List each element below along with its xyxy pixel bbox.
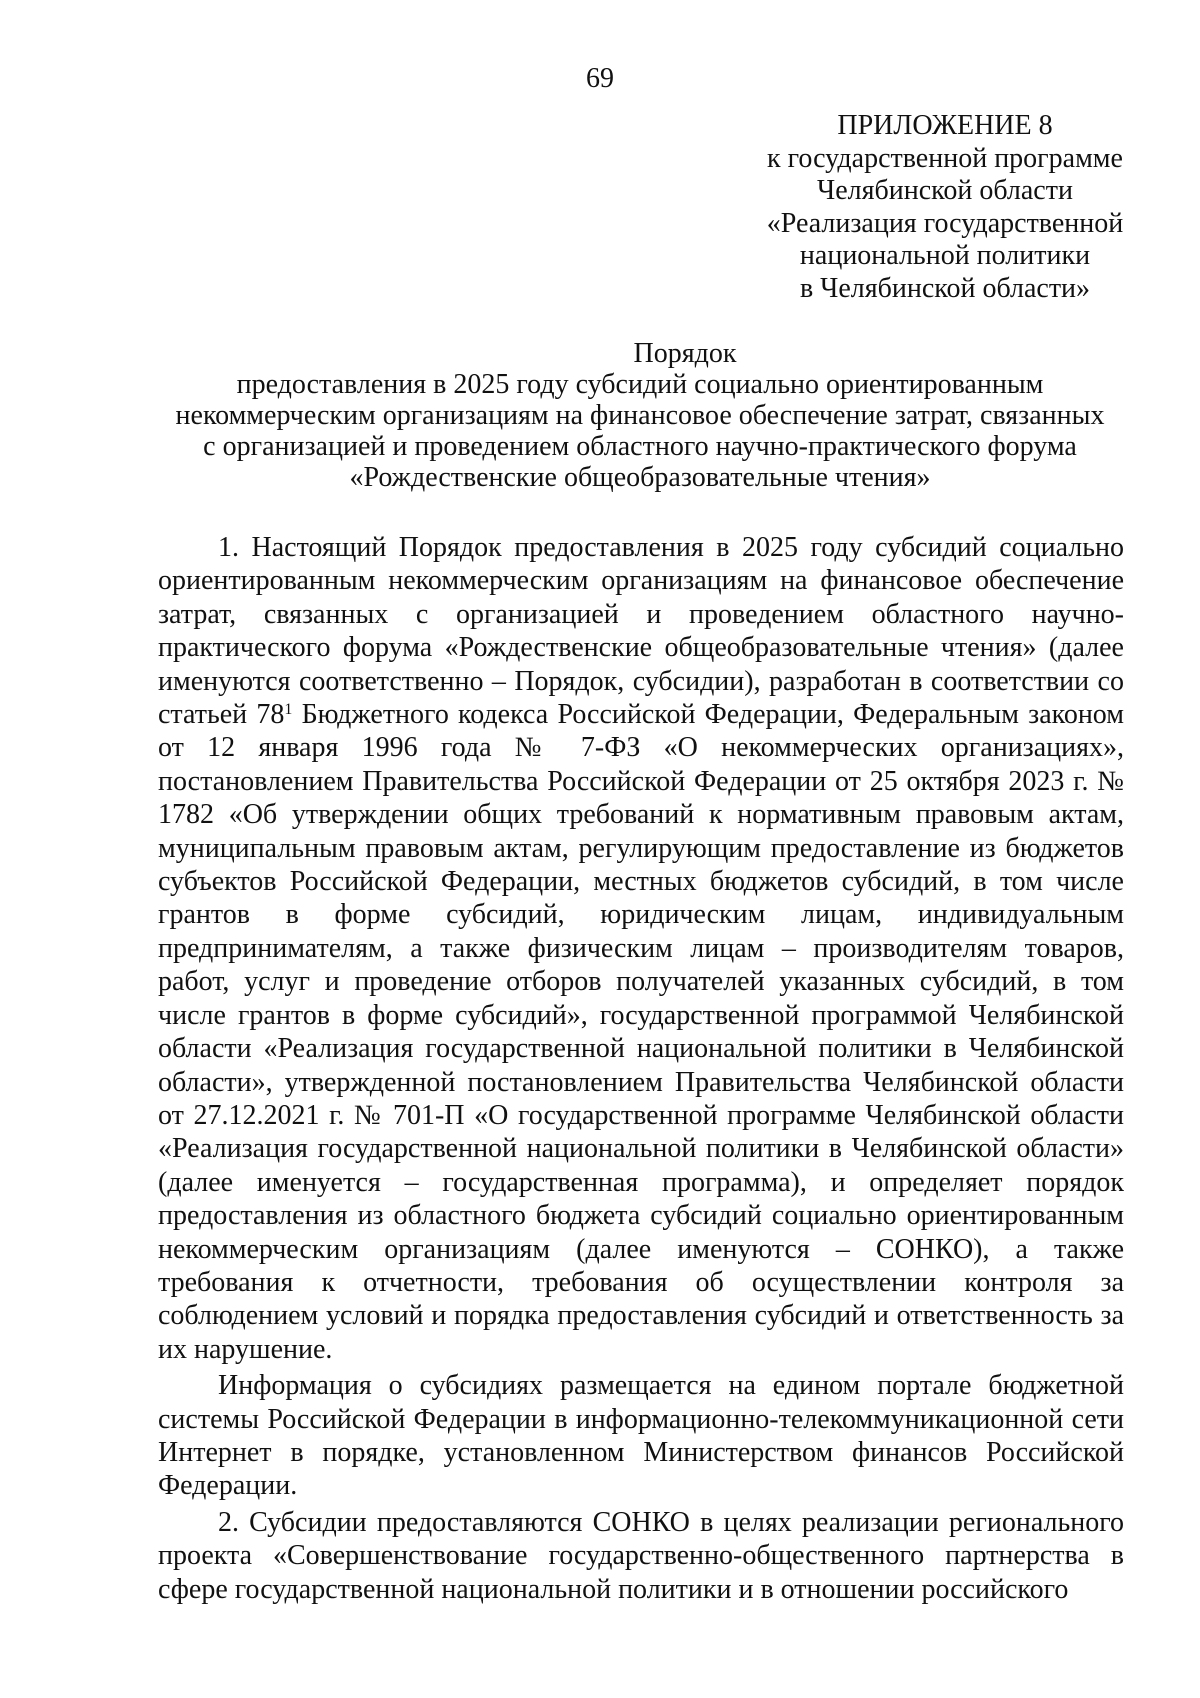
appendix-line: к государственной программе xyxy=(767,142,1123,174)
appendix-line: «Реализация государственной xyxy=(766,207,1124,239)
appendix-line: ПРИЛОЖЕНИЕ 8 xyxy=(837,110,1053,141)
title-line: некоммерческим организациям на финансовое обеспечение затрат, связанных xyxy=(175,400,1105,431)
article-superscript: 1 xyxy=(284,701,293,719)
paragraph-1-text-continued: Бюджетного кодекса Российской Федерации, Федеральным законом от 12 января 1996 года № 7-ФЗ «О некоммерческих организациях», постановлением Правительства Российской Федерации от 25 октября 2023 г. № 1782 «Об утверждении общих требований к нормативным правовым актам, муниципальным правовым актам, регулирующим предоставление из бюджетов субъектов Российской Федерации, местных бюджетов субсидий, в том числе грантов в форме субсидий, юридическим лицам, индивидуальным предпринимателям, а также физическим лицам – производителям товаров, работ, услуг и проведение отборов получателей указанных субсидий, в том числе грантов в форме субсидий», государственной программой Челябинской области «Реализация государственной национальной политики в Челябинской области», утвержденной постановлением Правительства Челябинской области от 27.12.2021 г. № 701-П «О государственной программе Челябинской области «Реализация государственной национальной политики в Челябинской области» (далее именуется – государственная программа), и определяет порядок предоставления из областного бюджета субсидий социально ориентированным некоммерческим организациям (далее именуются – СОНКО), а также требования к отчетности, требования об осуществлении контроля за соблюдением условий и порядка предоставления субсидий и ответственность за их нарушение. xyxy=(158,699,1124,1365)
paragraph-1-text: 1. Настоящий Порядок предоставления в 2025 году субсидий социально ориентированным некоммерческим организациям на финансовое обеспечение затрат, связанных с организацией и проведением областного научно-практического форума «Рождественские общеобразовательные чтения» (далее именуются соответственно – Порядок, субсидии), разработан в соответствии со статьей 78 xyxy=(158,532,1124,731)
title-line: с организацией и проведением областного научно-практического форума xyxy=(203,431,1077,462)
paragraph-3: 2. Субсидии предоставляются СОНКО в целях реализации регионального проекта «Совершенствование государственно-общественного партнерства в сфере государственной национальной политики и в отношении российского xyxy=(158,1506,1124,1605)
document-body xyxy=(158,531,1124,1609)
appendix-header xyxy=(735,110,1155,305)
title-line: «Рождественские общеобразовательные чтения» xyxy=(349,462,931,493)
title-line: предоставления в 2025 году субсидий социально ориентированным xyxy=(236,369,1044,400)
appendix-line: в Челябинской области» xyxy=(799,272,1091,304)
page-number: 69 xyxy=(586,63,614,94)
document-title xyxy=(160,338,1120,493)
paragraph-2: Информация о субсидиях размещается на едином портале бюджетной системы Российской Федерации в информационно-телекоммуникационной сети Интернет в порядке, установленном Министерством финансов Российской Федерации. xyxy=(158,1370,1124,1502)
appendix-line: Челябинской области xyxy=(817,175,1073,206)
title-heading: Порядок xyxy=(633,338,737,369)
appendix-line: национальной политики xyxy=(799,240,1091,271)
paragraph-1 xyxy=(158,531,1124,1366)
